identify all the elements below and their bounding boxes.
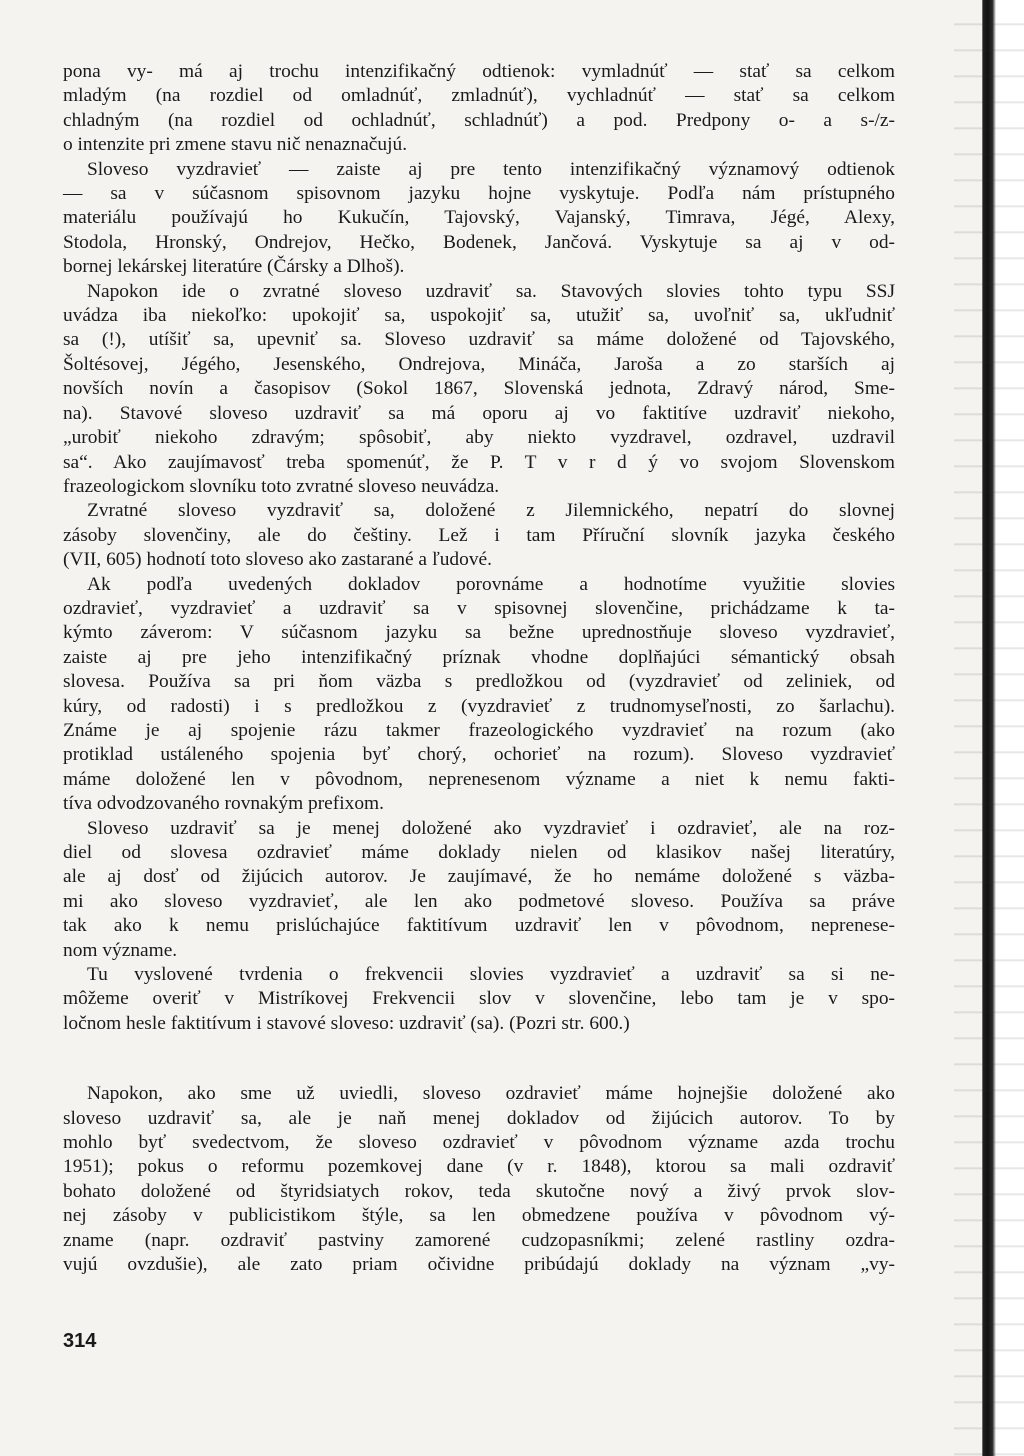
- text-line: protiklad ustáleného spojenia byť chorý, ochorieť na rozum). Sloveso vyzdravieť: [63, 744, 895, 766]
- text-line: na). Stavové sloveso uzdraviť sa má oporu aj vo faktitíve uzdraviť niekoho,: [63, 402, 895, 424]
- text-line: Ak podľa uvedených dokladov porovnáme a hodnotíme využitie slovies: [87, 573, 895, 595]
- text-line: sa“. Ako zaujímavosť treba spomenúť, že P. T v r d ý vo svojom Slovenskom: [63, 451, 895, 473]
- text-line: tíva odvodzovaného rovnakým prefixom.: [63, 793, 384, 815]
- text-line: Napokon ide o zvratné sloveso uzdraviť sa. Stavových slovies tohto typu SSJ: [87, 280, 895, 302]
- text-line: uvádza iba niekoľko: upokojiť sa, uspokojiť sa, utužiť sa, uvoľniť sa, ukľudniť: [63, 305, 895, 327]
- text-line: zname (napr. ozdraviť pastviny zamorené cudzopasníkmi; zelené rastliny ozdra-: [63, 1229, 895, 1251]
- text-line: slovesa. Používa sa pri ňom väzba s predložkou od (vyzdravieť od zeliniek, od: [63, 671, 895, 693]
- text-line: zaiste aj pre jeho intenzifikačný príznak vhodne doplňajúci sémantický obsah: [63, 646, 895, 668]
- page-binding-edge: [954, 0, 1024, 1456]
- text-line: kúry, od radosti) i s predložkou z (vyzdravieť z trudnomyseľnosti, zo šarlachu).: [63, 695, 895, 717]
- text-line: sloveso uzdraviť sa, ale je naň menej dokladov od žijúcich autorov. To by: [63, 1107, 895, 1129]
- text-line: pona vy- má aj trochu intenzifikačný odtienok: vymladnúť — stať sa celkom: [63, 61, 895, 82]
- text-line: mohlo byť svedectvom, že sloveso ozdravieť v pôvodnom význame azda trochu: [63, 1132, 895, 1154]
- text-line: máme doložené len v pôvodnom, neprenesenom význame a niet k nemu fakti-: [63, 768, 895, 790]
- text-line: „urobiť niekoho zdravým; spôsobiť, aby niekto vyzdravel, ozdravel, uzdravil: [63, 427, 895, 449]
- page-number: 314: [63, 1330, 97, 1352]
- text-line: bornej lekárskej literatúre (Čársky a Dlhoš).: [63, 256, 405, 278]
- text-line: Tu vyslovené tvrdenia o frekvencii slovies vyzdravieť a uzdraviť sa si ne-: [87, 964, 895, 986]
- text-line: sa (!), utíšiť sa, upevniť sa. Sloveso uzdraviť sa máme doložené od Tajovského,: [63, 329, 895, 351]
- text-line: tak ako k nemu prislúchajúce faktitívum uzdraviť len v pôvodnom, neprenese-: [63, 915, 895, 937]
- text-line: Zvratné sloveso vyzdraviť sa, doložené z Jilemnického, nepatrí do slovnej: [87, 500, 895, 522]
- text-line: ločnom hesle faktitívum i stavové sloveso: uzdraviť (sa). (Pozri str. 600.): [63, 1012, 630, 1034]
- text-line: frazeologickom slovníku toto zvratné sloveso neuvádza.: [63, 475, 500, 497]
- text-line: mladým (na rozdiel od omladnúť, zmladnúť), vychladnúť — stať sa celkom: [63, 85, 895, 107]
- text-line: nej zásoby v publicistikom štýle, sa len obmedzene používa v pôvodnom vý-: [63, 1205, 895, 1227]
- text-line: — sa v súčasnom spisovnom jazyku hojne vyskytuje. Podľa nám prístupného: [63, 183, 895, 205]
- text-line: vujú ovzdušie), ale zato priam očividne pribúdajú doklady na význam „vy-: [63, 1254, 895, 1276]
- text-line: kýmto záverom: V súčasnom jazyku sa bežne uprednostňuje sloveso vyzdravieť,: [63, 622, 895, 644]
- text-section-main: [63, 60, 895, 1036]
- text-line: materiálu používajú ho Kukučín, Tajovský, Vajanský, Timrava, Jégé, Alexy,: [63, 207, 895, 229]
- text-line: môžeme overiť v Mistríkovej Frekvencii slov v slovenčine, lebo tam je v spo-: [63, 988, 895, 1010]
- text-line: Šoltésovej, Jégého, Jesenského, Ondrejova, Mináča, Jaroša a zo starších aj: [63, 353, 895, 375]
- text-line: diel od slovesa ozdravieť máme doklady nielen od klasikov našej literatúry,: [63, 842, 895, 863]
- text-line: mi ako sloveso vyzdravieť, ale len ako podmetové sloveso. Používa sa práve: [63, 890, 895, 912]
- text-line: (VII, 605) hodnotí toto sloveso ako zastarané a ľudové.: [63, 549, 492, 571]
- text-line: bohato doložené od štyridsiatych rokov, teda skutočne nový a živý prvok slov-: [63, 1180, 895, 1202]
- text-line: ozdravieť, vyzdravieť a uzdraviť sa v spisovnej slovenčine, prichádzame k ta-: [63, 597, 895, 619]
- text-line: Sloveso uzdraviť sa je menej doložené ako vyzdravieť i ozdravieť, ale na roz-: [87, 817, 895, 839]
- text-line: chladným (na rozdiel od ochladnúť, schladnúť) a pod. Predpony o- a s-/z-: [63, 109, 895, 131]
- text-line: Sloveso vyzdravieť — zaiste aj pre tento intenzifikačný významový odtienok: [87, 158, 895, 180]
- text-line: Stodola, Hronský, Ondrejov, Hečko, Bodenek, Jančová. Vyskytuje sa aj v od-: [63, 231, 895, 253]
- text-line: Známe je aj spojenie rázu takmer frazeologického vyzdravieť na rozum (ako: [63, 719, 895, 741]
- document-body: [63, 60, 895, 1278]
- text-section-continued: [63, 1082, 895, 1277]
- text-line: Napokon, ako sme už uviedli, sloveso ozdravieť máme hojnejšie doložené ako: [87, 1083, 895, 1105]
- text-line: ale aj dosť od žijúcich autorov. Je zaujímavé, že ho nemáme doložené s väzba-: [63, 866, 895, 888]
- text-line: zásoby slovenčiny, ale do češtiny. Lež i tam Příruční slovník jazyka českého: [63, 524, 895, 546]
- text-line: nom význame.: [63, 939, 178, 961]
- text-line: novších novín a časopisov (Sokol 1867, Slovenská jednota, Zdravý národ, Sme-: [63, 378, 895, 400]
- text-line: o intenzite pri zmene stavu nič nenaznačujú.: [63, 134, 408, 156]
- text-line: 1951); pokus o reformu pozemkovej dane (v r. 1848), ktorou sa mali ozdraviť: [63, 1156, 895, 1178]
- section-gap: [63, 1036, 895, 1082]
